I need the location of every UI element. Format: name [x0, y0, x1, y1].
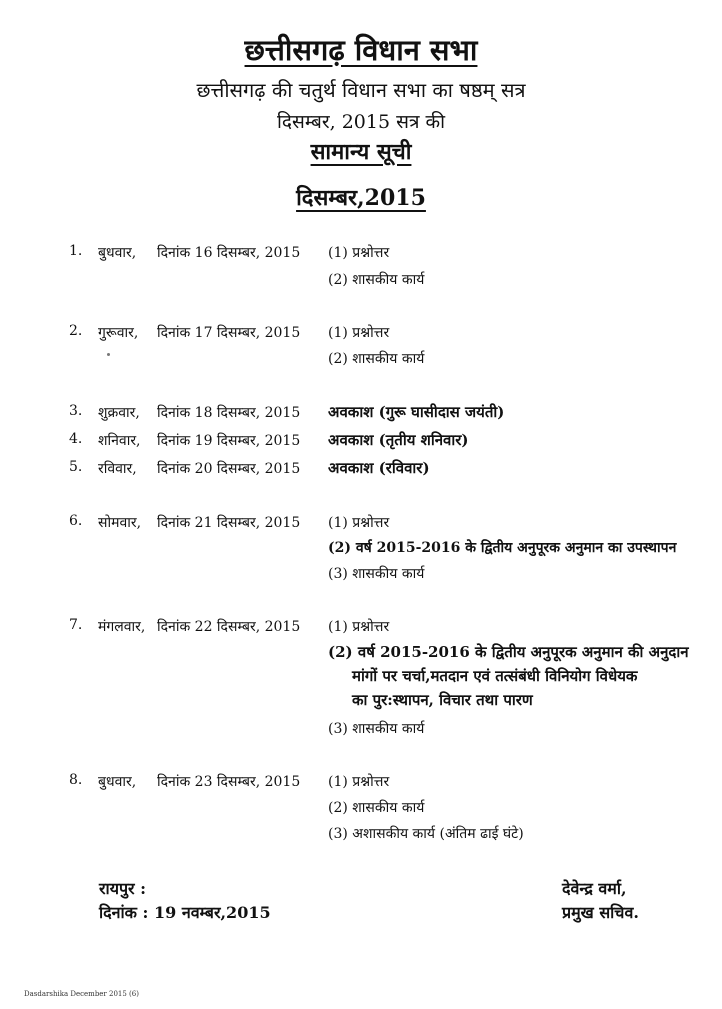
entry-date: दिनांक 23 दिसम्बर, 2015: [157, 774, 301, 790]
entry-day: बुधवार,: [98, 774, 137, 790]
session-subtitle: छत्तीसगढ़ की चतुर्थ विधान सभा का षष्ठम् सत्र: [196, 78, 526, 102]
place: रायपुर :: [99, 879, 147, 898]
agenda-item: (3) अशासकीय कार्य (अंतिम ढाई घंटे): [328, 826, 524, 842]
agenda-item: (2) वर्ष 2015-2016 के द्वितीय अनुपूरक अनुमान का उपस्थापन: [328, 540, 677, 556]
file-reference: Dasdarshika December 2015 (6): [24, 990, 139, 998]
entry-date: दिनांक 18 दिसम्बर, 2015: [157, 405, 301, 421]
agenda-item: (2) शासकीय कार्य: [328, 351, 425, 367]
entry-number: 8.: [69, 772, 83, 788]
agenda-item: अवकाश (तृतीय शनिवार): [328, 431, 469, 449]
agenda-item: (3) शासकीय कार्य: [328, 721, 425, 737]
entry-date: दिनांक 17 दिसम्बर, 2015: [157, 325, 301, 341]
entry-day: शुक्रवार,: [98, 405, 140, 421]
agenda-item: (1) प्रश्नोत्तर: [328, 245, 390, 261]
agenda-item: (1) प्रश्नोत्तर: [328, 619, 390, 635]
entry-date: दिनांक 19 दिसम्बर, 2015: [157, 433, 301, 449]
month-heading: दिसम्बर,2015: [296, 185, 426, 211]
entry-number: 5.: [69, 459, 83, 475]
agenda-item: अवकाश (गुरू घासीदास जयंती): [328, 403, 505, 421]
entry-number: 3.: [69, 403, 83, 419]
entry-date: दिनांक 16 दिसम्बर, 2015: [157, 245, 301, 261]
agenda-item: (1) प्रश्नोत्तर: [328, 774, 390, 790]
entry-day: सोमवार,: [98, 515, 142, 531]
scan-speck: [107, 353, 110, 356]
entry-date: दिनांक 22 दिसम्बर, 2015: [157, 619, 301, 635]
issue-date: दिनांक : 19 नवम्बर,2015: [99, 903, 271, 922]
entry-number: 2.: [69, 323, 83, 339]
entry-day: रविवार,: [98, 461, 137, 477]
entry-number: 4.: [69, 431, 83, 447]
signatory-name: देवेन्द्र वर्मा,: [562, 879, 627, 898]
entry-date: दिनांक 20 दिसम्बर, 2015: [157, 461, 301, 477]
entry-number: 1.: [69, 243, 83, 259]
entry-day: मंगलवार,: [98, 619, 146, 635]
agenda-item: (2) वर्ष 2015-2016 के द्वितीय अनुपूरक अनुमान की अनुदान: [328, 643, 689, 661]
entry-day: बुधवार,: [98, 245, 137, 261]
agenda-item: (3) शासकीय कार्य: [328, 566, 425, 582]
agenda-item: (1) प्रश्नोत्तर: [328, 325, 390, 341]
entry-day: शनिवार,: [98, 433, 141, 449]
signatory-title: प्रमुख सचिव.: [562, 903, 639, 922]
session-line: दिसम्बर, 2015 सत्र की: [276, 111, 445, 133]
entry-number: 6.: [69, 513, 83, 529]
entry-day: गुरूवार,: [98, 325, 139, 341]
agenda-item: (2) शासकीय कार्य: [328, 272, 425, 288]
agenda-item-continued: मांगों पर चर्चा,मतदान एवं तत्संबंधी विनियोग विधेयक: [352, 667, 638, 685]
agenda-item-continued: का पुर:स्थापन, विचार तथा पारण: [352, 691, 533, 709]
agenda-item: अवकाश (रविवार): [328, 459, 430, 477]
entry-date: दिनांक 21 दिसम्बर, 2015: [157, 515, 301, 531]
page-title: छत्तीसगढ़ विधान सभा: [244, 33, 478, 67]
agenda-item: (1) प्रश्नोत्तर: [328, 515, 390, 531]
entry-number: 7.: [69, 617, 83, 633]
list-title: सामान्य सूची: [310, 139, 412, 165]
agenda-item: (2) शासकीय कार्य: [328, 800, 425, 816]
